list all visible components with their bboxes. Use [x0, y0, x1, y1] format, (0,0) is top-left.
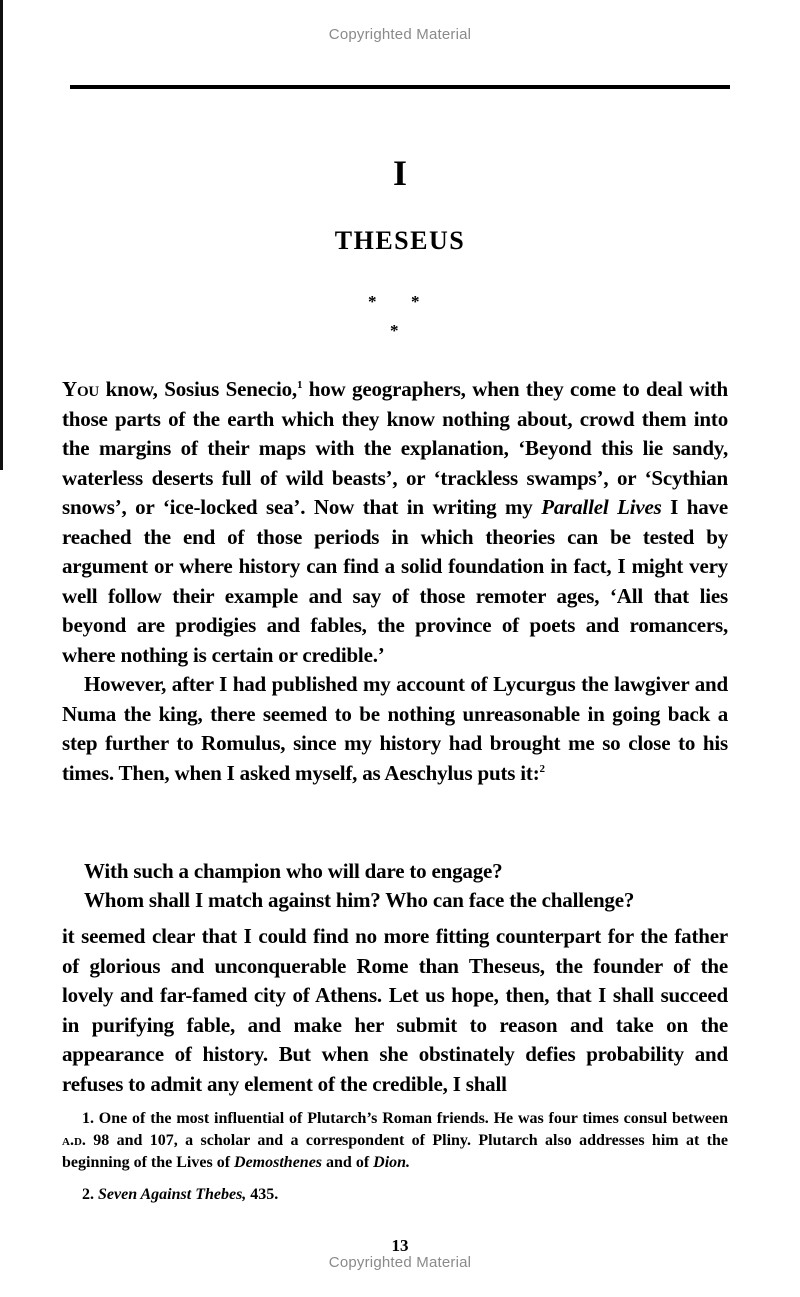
footnote-ref-1: 1: [296, 379, 303, 391]
era-small-caps: a.d.: [62, 1132, 86, 1149]
watermark-bottom: Copyrighted Material: [328, 1254, 472, 1271]
body-text-main: [62, 375, 728, 788]
paragraph-lead-small-caps: You: [62, 377, 100, 401]
footnote-2: [62, 1184, 728, 1206]
paragraph-3: it seemed clear that I could find no more fitting counterpart for the father of glorious and unconquerable Rome than Theseus, the founder of the lovely and far-famed city of Athens. Let us hope, then, that I shall succeed in purifying fable, and make her submit to reason and take on the appearance of history. But when she obstinately defies probability and refuses to admit any element of the credible, I shall: [62, 924, 728, 1096]
text-run: 435.: [246, 1186, 279, 1203]
body-text-continued: [62, 922, 728, 1099]
text-run: know, Sosius Senecio,: [99, 377, 297, 401]
ornament-star: *: [390, 321, 399, 340]
paragraph-1: [62, 375, 728, 670]
ornament-star: *: [368, 292, 377, 311]
footnote-number: 1.: [82, 1110, 94, 1127]
paragraph-2: [62, 670, 728, 788]
text-run: I have reached the end of those periods in which theories can be tested by argument or where history can find a solid foundation in fact, I might very well follow their example and say of those remoter ages, ‘All that lies beyond are prodigies and fables, the province of poets and romancers, where nothing is certain or credible.’: [62, 495, 728, 667]
header-rule: [70, 85, 730, 89]
ornament-star: *: [411, 292, 420, 311]
watermark-top: Copyrighted Material: [328, 26, 472, 43]
page-number: 13: [391, 1236, 409, 1255]
chapter-title: THESEUS: [334, 226, 466, 255]
text-run: 98 and 107, a scholar and a correspondent of Pliny. Plutarch also addresses him at the beginning of the Lives of: [62, 1132, 728, 1171]
work-title-italic: Dion.: [373, 1154, 411, 1171]
verse-line: Whom shall I match against him? Who can face the challenge?: [84, 888, 635, 912]
verse-quotation: [84, 857, 744, 915]
footnote-number: 2.: [82, 1186, 94, 1203]
work-title-italic: Demosthenes: [234, 1154, 323, 1171]
footnote-ref-2: 2: [539, 762, 545, 775]
verse-line: With such a champion who will dare to engage?: [84, 859, 503, 883]
book-title-italic: Parallel Lives: [541, 495, 662, 519]
footnotes: [62, 1108, 728, 1206]
work-title-italic: Seven Against Thebes,: [98, 1186, 247, 1203]
text-run: and of: [322, 1154, 374, 1171]
text-run: However, after I had published my account of Lycurgus the lawgiver and Numa the king, there seemed to be nothing unreasonable in going back a step further to Romulus, since my history had brought me so close to his times. Then, when I asked myself, as Aeschylus puts it:: [62, 672, 728, 785]
text-run: how geographers, when they come to deal with those parts of the earth which they know nothing about, crowd them into the margins of their maps with the explanation, ‘Beyond this lie sandy, waterless deserts full of wild beasts’, or ‘trackless swamps’, or ‘Scythian snows’, or ‘ice-locked sea’. Now that in writing my: [62, 377, 728, 519]
text-run: One of the most influential of Plutarch’s Roman friends. He was four times consul between: [94, 1110, 728, 1127]
footnote-1: [62, 1108, 728, 1174]
chapter-number: I: [392, 153, 407, 193]
